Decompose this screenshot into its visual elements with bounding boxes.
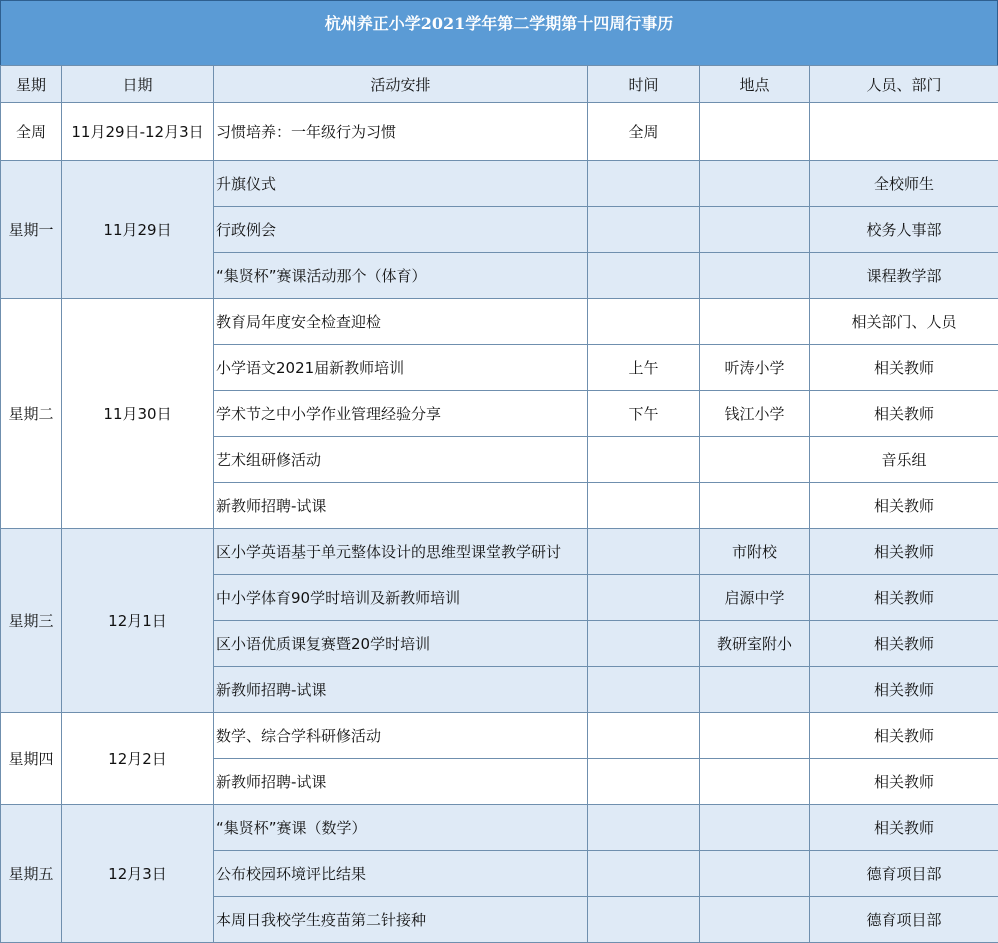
location-cell [700, 207, 810, 253]
location-cell: 启源中学 [700, 575, 810, 621]
people-cell: 相关教师 [810, 575, 998, 621]
location-cell [700, 667, 810, 713]
activity-cell: 学术节之中小学作业管理经验分享 [214, 391, 588, 437]
activity-cell: 中小学体育90学时培训及新教师培训 [214, 575, 588, 621]
weekday-cell: 星期四 [1, 713, 62, 805]
schedule-table [0, 65, 998, 943]
location-cell [700, 483, 810, 529]
time-cell [588, 851, 700, 897]
people-cell: 相关教师 [810, 667, 998, 713]
location-cell [700, 713, 810, 759]
location-cell [700, 299, 810, 345]
people-cell: 相关教师 [810, 529, 998, 575]
activity-cell: 新教师招聘-试课 [214, 483, 588, 529]
table-row [1, 529, 998, 575]
people-cell: 相关教师 [810, 759, 998, 805]
location-cell [700, 161, 810, 207]
people-cell: 相关教师 [810, 345, 998, 391]
time-cell [588, 713, 700, 759]
people-cell: 德育项目部 [810, 851, 998, 897]
people-cell: 音乐组 [810, 437, 998, 483]
table-row [1, 161, 998, 207]
time-cell: 上午 [588, 345, 700, 391]
time-cell [588, 253, 700, 299]
people-cell: 相关教师 [810, 805, 998, 851]
location-cell: 市附校 [700, 529, 810, 575]
activity-cell: 数学、综合学科研修活动 [214, 713, 588, 759]
header-weekday: 星期 [1, 66, 62, 103]
time-cell [588, 667, 700, 713]
people-cell: 相关教师 [810, 621, 998, 667]
people-cell: 相关教师 [810, 483, 998, 529]
activity-cell: 习惯培养：一年级行为习惯 [214, 103, 588, 161]
weekday-cell: 星期二 [1, 299, 62, 529]
table-row [1, 103, 998, 161]
date-cell: 11月29日-12月3日 [62, 103, 214, 161]
weekday-cell: 全周 [1, 103, 62, 161]
activity-cell: 区小语优质课复赛暨20学时培训 [214, 621, 588, 667]
weekday-cell: 星期一 [1, 161, 62, 299]
people-cell: 相关部门、人员 [810, 299, 998, 345]
date-cell: 12月3日 [62, 805, 214, 943]
page-title: 杭州养正小学2021学年第二学期第十四周行事历 [0, 0, 998, 66]
time-cell [588, 621, 700, 667]
header-row [1, 66, 998, 103]
activity-cell: 新教师招聘-试课 [214, 759, 588, 805]
date-cell: 12月2日 [62, 713, 214, 805]
weekday-cell: 星期五 [1, 805, 62, 943]
activity-cell: 行政例会 [214, 207, 588, 253]
time-cell [588, 759, 700, 805]
location-cell: 听涛小学 [700, 345, 810, 391]
time-cell [588, 805, 700, 851]
location-cell [700, 805, 810, 851]
table-row [1, 713, 998, 759]
people-cell: 德育项目部 [810, 897, 998, 943]
activity-cell: 升旗仪式 [214, 161, 588, 207]
location-cell: 教研室附小 [700, 621, 810, 667]
location-cell [700, 437, 810, 483]
time-cell [588, 529, 700, 575]
date-cell: 11月29日 [62, 161, 214, 299]
header-time: 时间 [588, 66, 700, 103]
activity-cell: 教育局年度安全检查迎检 [214, 299, 588, 345]
time-cell: 下午 [588, 391, 700, 437]
people-cell: 校务人事部 [810, 207, 998, 253]
time-cell [588, 437, 700, 483]
table-row [1, 805, 998, 851]
activity-cell: 本周日我校学生疫苗第二针接种 [214, 897, 588, 943]
people-cell: 相关教师 [810, 713, 998, 759]
people-cell: 全校师生 [810, 161, 998, 207]
activity-cell: “集贤杯”赛课（数学） [214, 805, 588, 851]
location-cell [700, 103, 810, 161]
activity-cell: 公布校园环境评比结果 [214, 851, 588, 897]
time-cell [588, 575, 700, 621]
activity-cell: 小学语文2021届新教师培训 [214, 345, 588, 391]
location-cell [700, 851, 810, 897]
location-cell [700, 759, 810, 805]
header-activity: 活动安排 [214, 66, 588, 103]
table-row [1, 299, 998, 345]
date-cell: 12月1日 [62, 529, 214, 713]
location-cell: 钱江小学 [700, 391, 810, 437]
people-cell [810, 103, 998, 161]
header-location: 地点 [700, 66, 810, 103]
people-cell: 相关教师 [810, 391, 998, 437]
header-date: 日期 [62, 66, 214, 103]
location-cell [700, 897, 810, 943]
activity-cell: 新教师招聘-试课 [214, 667, 588, 713]
date-cell: 11月30日 [62, 299, 214, 529]
activity-cell: 艺术组研修活动 [214, 437, 588, 483]
activity-cell: “集贤杯”赛课活动那个（体育） [214, 253, 588, 299]
time-cell [588, 483, 700, 529]
weekday-cell: 星期三 [1, 529, 62, 713]
header-people: 人员、部门 [810, 66, 998, 103]
time-cell [588, 207, 700, 253]
time-cell [588, 161, 700, 207]
time-cell [588, 299, 700, 345]
time-cell: 全周 [588, 103, 700, 161]
activity-cell: 区小学英语基于单元整体设计的思维型课堂教学研讨 [214, 529, 588, 575]
people-cell: 课程教学部 [810, 253, 998, 299]
time-cell [588, 897, 700, 943]
location-cell [700, 253, 810, 299]
